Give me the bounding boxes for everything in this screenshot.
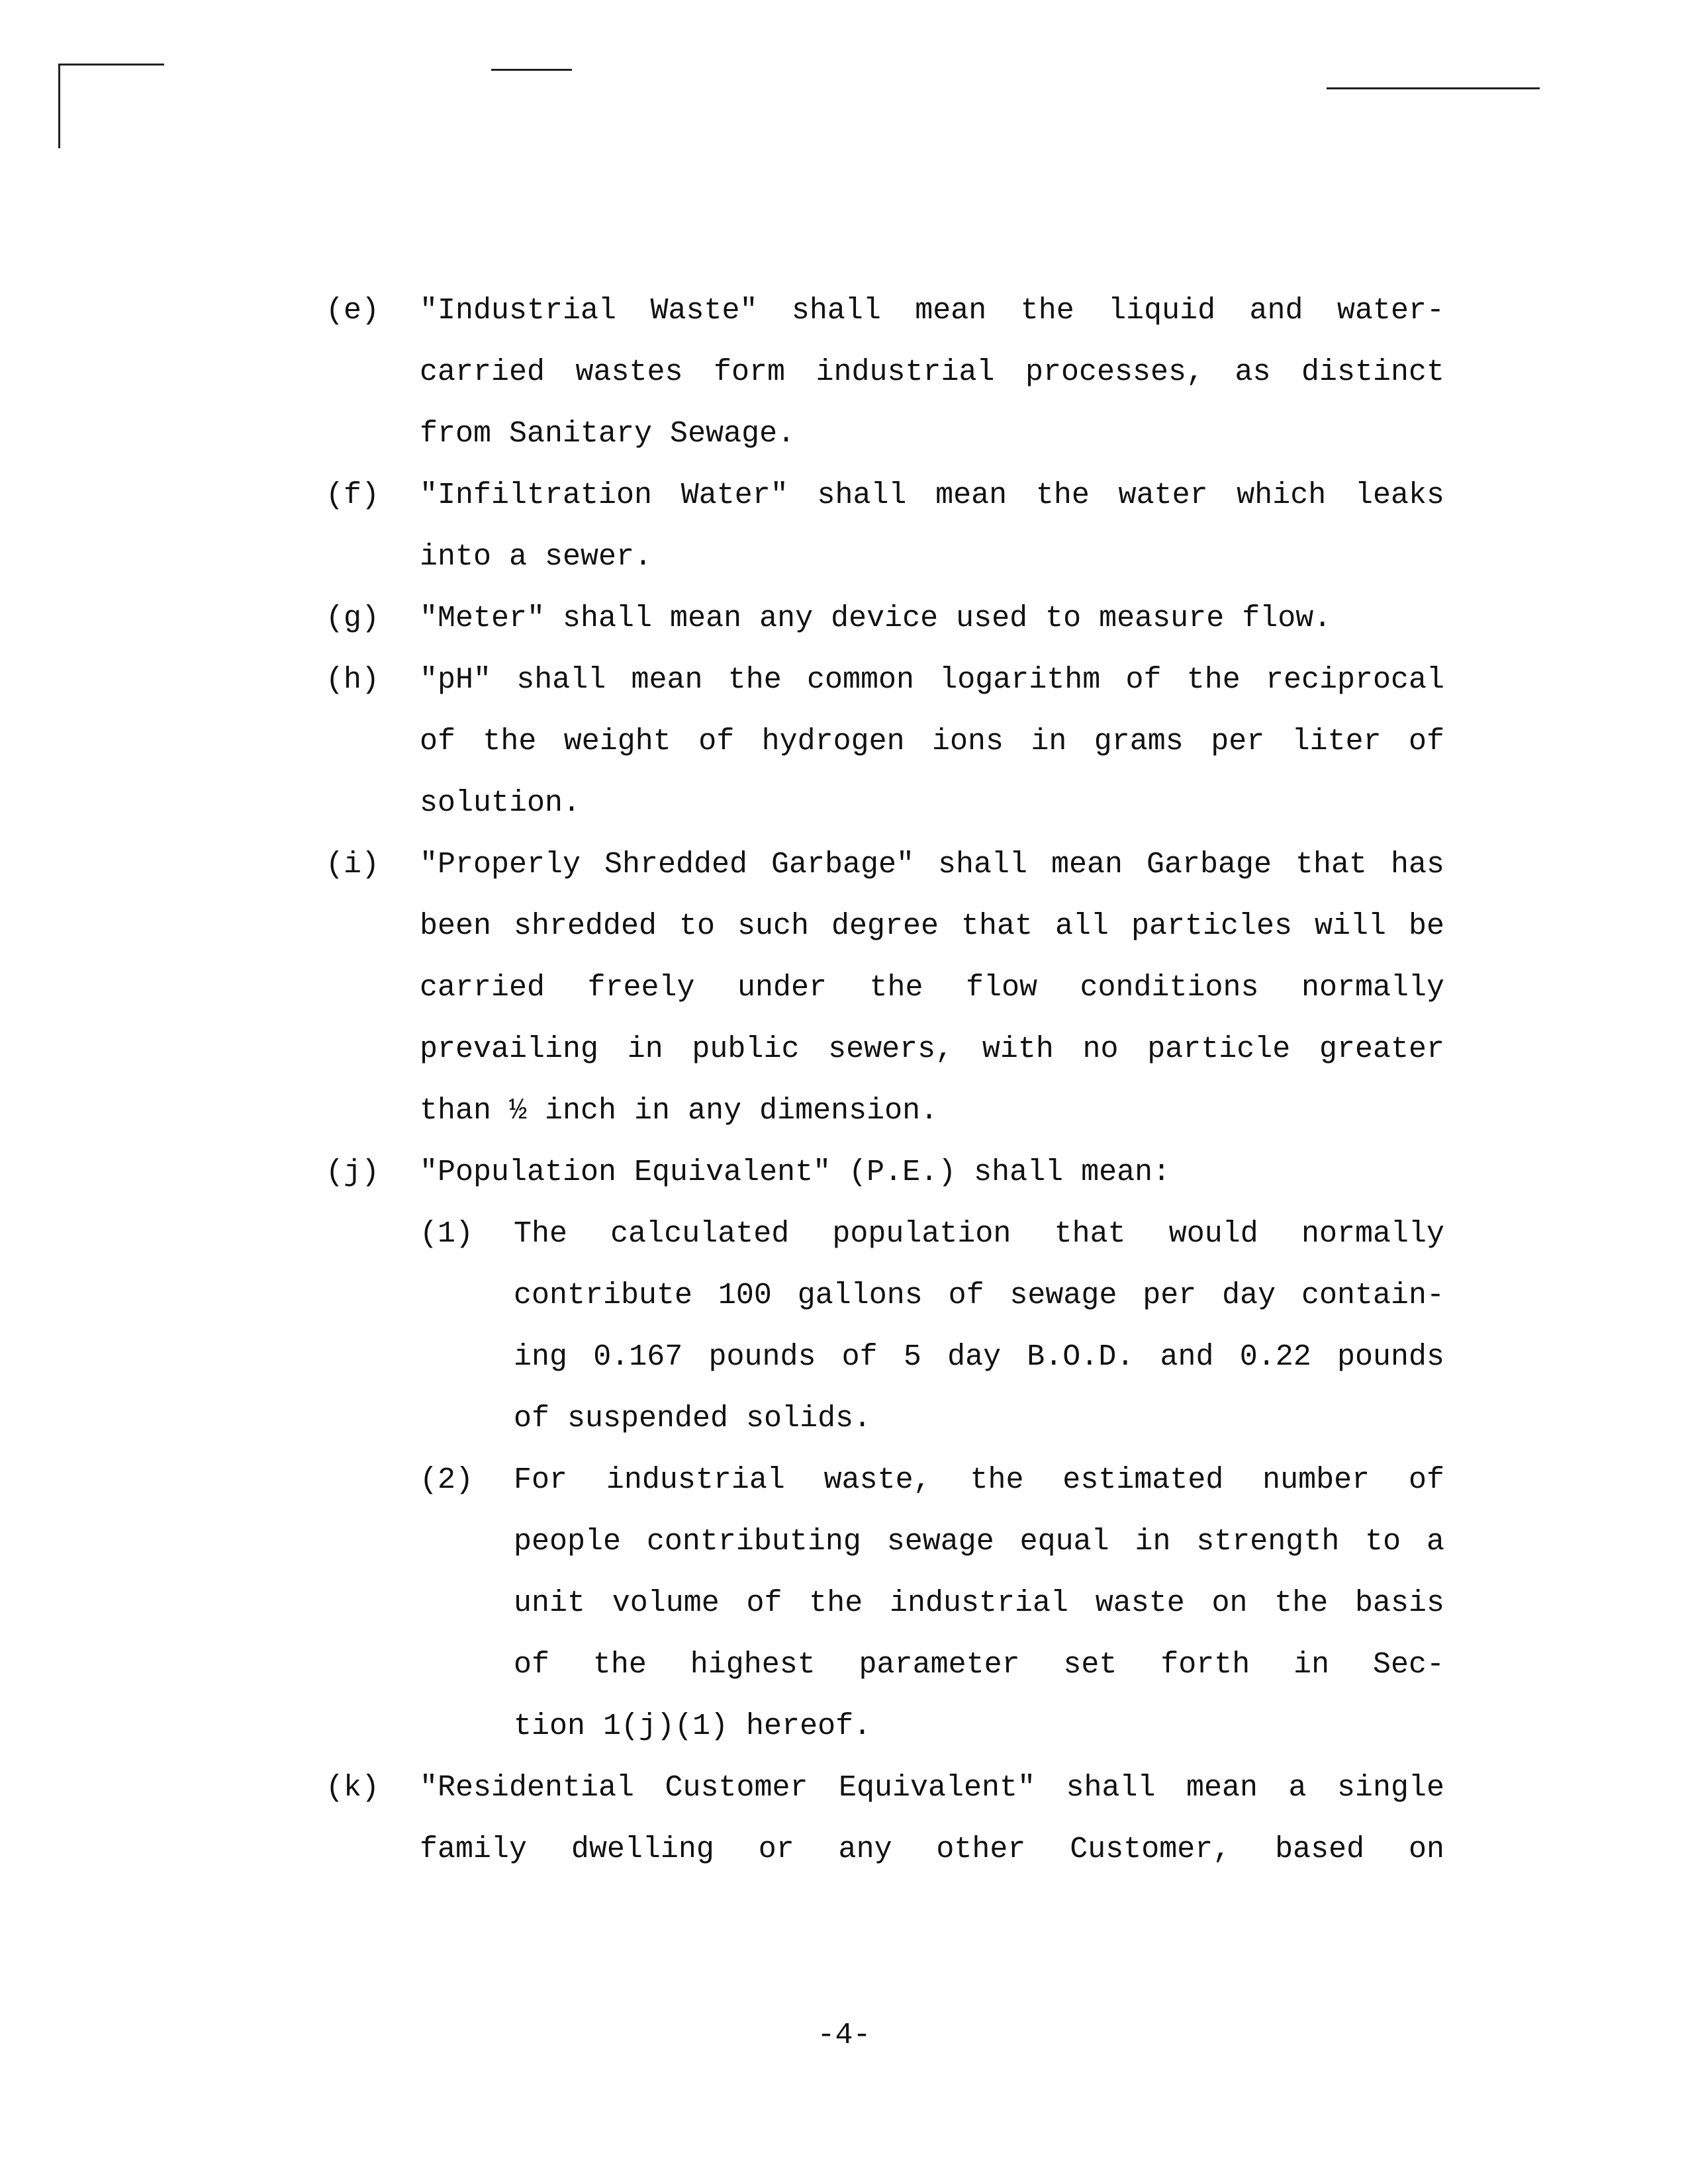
definition-line: from Sanitary Sewage.: [420, 417, 796, 451]
definition-label: (h): [326, 663, 380, 697]
definition-line: solution.: [420, 786, 581, 820]
definition-line: carried wastes form industrial processes, as distinct: [420, 355, 1444, 389]
definition-line: family dwelling or any other Customer, based on: [420, 1833, 1444, 1866]
subitem-line: ing 0.167 pounds of 5 day B.O.D. and 0.22 pounds: [514, 1340, 1444, 1374]
subitem-line: For industrial waste, the estimated number of: [514, 1463, 1444, 1497]
subitem-line: contribute 100 gallons of sewage per day contain-: [514, 1279, 1444, 1312]
scan-corner-mark-horizontal: [58, 64, 164, 66]
subitem-line: The calculated population that would normally: [514, 1217, 1444, 1251]
definition-line: prevailing in public sewers, with no particle greater: [420, 1032, 1444, 1066]
definition-line: been shredded to such degree that all particles will be: [420, 909, 1444, 943]
definition-label: (k): [326, 1771, 380, 1805]
definition-line: into a sewer.: [420, 540, 653, 574]
definition-line: of the weight of hydrogen ions in grams per liter of: [420, 725, 1444, 758]
definition-line: "Population Equivalent" (P.E.) shall mean:: [420, 1156, 1171, 1189]
page-number: -4-: [817, 2019, 871, 2052]
subitem-line: people contributing sewage equal in strength to a: [514, 1525, 1444, 1559]
definition-line: "Meter" shall mean any device used to measure flow.: [420, 602, 1332, 635]
definition-line: than ½ inch in any dimension.: [420, 1094, 939, 1128]
definition-label: (e): [326, 294, 380, 328]
scan-corner-mark-vertical: [58, 64, 60, 148]
scan-top-dash: [491, 69, 572, 71]
scan-top-right-line: [1327, 87, 1540, 89]
definition-line: "Industrial Waste" shall mean the liquid and water-: [420, 294, 1444, 328]
subitem-line: of the highest parameter set forth in Sec-: [514, 1648, 1444, 1682]
subitem-label: (2): [420, 1463, 474, 1497]
definition-label: (f): [326, 478, 380, 512]
definition-line: "Infiltration Water" shall mean the water which leaks: [420, 478, 1444, 512]
definition-line: "pH" shall mean the common logarithm of the reciprocal: [420, 663, 1444, 697]
definition-line: carried freely under the flow conditions normally: [420, 971, 1444, 1005]
subitem-line: of suspended solids.: [514, 1402, 872, 1435]
definition-line: "Residential Customer Equivalent" shall mean a single: [420, 1771, 1444, 1805]
subitem-line: tion 1(j)(1) hereof.: [514, 1709, 872, 1743]
definition-line: "Properly Shredded Garbage" shall mean Garbage that has: [420, 848, 1444, 882]
definition-label: (j): [326, 1156, 380, 1189]
subitem-line: unit volume of the industrial waste on the basis: [514, 1586, 1444, 1620]
definition-label: (g): [326, 602, 380, 635]
definition-label: (i): [326, 848, 380, 882]
subitem-label: (1): [420, 1217, 474, 1251]
